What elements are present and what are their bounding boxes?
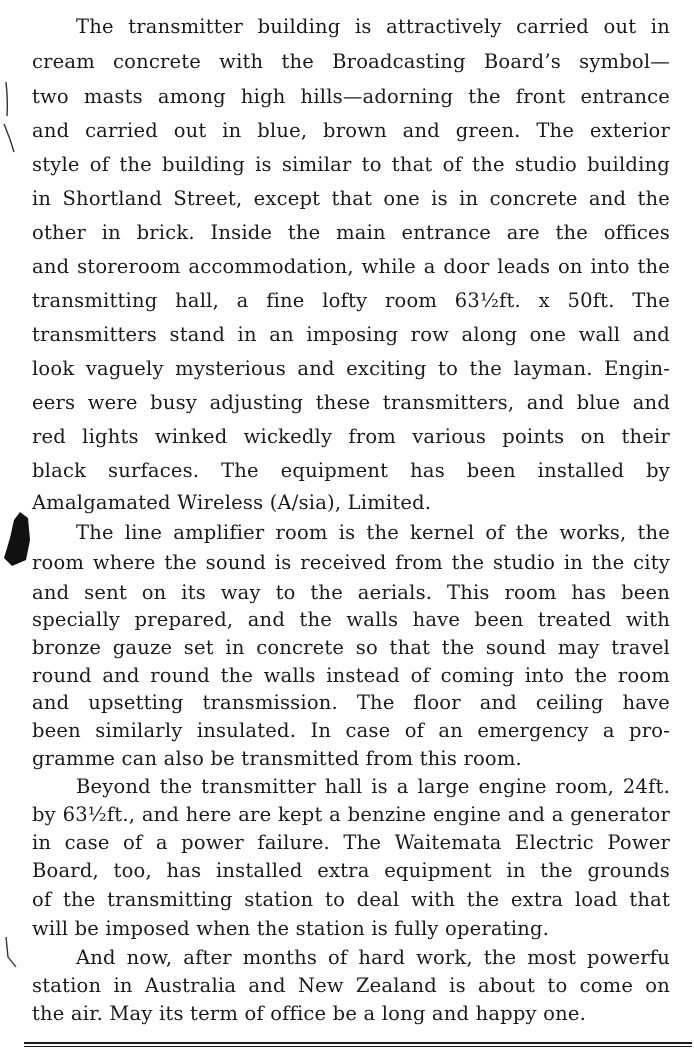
margin-mark	[0, 80, 24, 160]
ink-blot	[0, 508, 34, 568]
text-line: transmitting hall, a fine lofty room 63½ft. x 50ft. The	[32, 289, 670, 312]
text-line: eers were busy adjusting these transmitters, and blue and	[32, 391, 670, 414]
text-line: The line amplifier room is the kernel of the works, the	[76, 521, 670, 544]
text-line: and upsetting transmission. The floor and ceiling have	[32, 691, 670, 714]
text-line: gramme can also be transmitted from this room.	[32, 747, 522, 770]
text-line: cream concrete with the Broadcasting Board’s symbol—	[32, 50, 670, 73]
text-line: black surfaces. The equipment has been installed by	[32, 459, 670, 482]
text-line: style of the building is similar to that of the studio building	[32, 153, 670, 176]
bottom-rule	[24, 1042, 692, 1047]
text-line: transmitters stand in an imposing row along one wall and	[32, 323, 670, 346]
text-line: Board, too, has installed extra equipment in the grounds	[32, 859, 670, 882]
text-line: by 63½ft., and here are kept a benzine engine and a generator	[32, 803, 670, 826]
text-line: Amalgamated Wireless (A/sia), Limited.	[32, 491, 432, 514]
text-line: station in Australia and New Zealand is about to come on	[32, 974, 670, 997]
text-line: Beyond the transmitter hall is a large engine room, 24ft.	[76, 775, 670, 798]
margin-mark	[2, 935, 22, 971]
text-line: and carried out in blue, brown and green. The exterior	[32, 119, 670, 142]
text-line: red lights winked wickedly from various points on their	[32, 425, 670, 448]
text-line: room where the sound is received from the studio in the city	[32, 551, 670, 574]
text-line: been similarly insulated. In case of an emergency a pro-	[32, 719, 670, 742]
text-line: in Shortland Street, except that one is in concrete and the	[32, 187, 670, 210]
text-line: other in brick. Inside the main entrance are the offices	[32, 221, 670, 244]
text-line: two masts among high hills—adorning the front entrance	[32, 85, 670, 108]
text-line: and storeroom accommodation, while a door leads on into the	[32, 255, 670, 278]
text-line: The transmitter building is attractively carried out in	[76, 15, 670, 38]
text-line: of the transmitting station to deal with the extra load that	[32, 888, 670, 911]
text-line: and sent on its way to the aerials. This room has been	[32, 581, 670, 604]
text-line: in case of a power failure. The Waitemata Electric Power	[32, 831, 670, 854]
text-line: specially prepared, and the walls have been treated with	[32, 608, 670, 631]
text-line: will be imposed when the station is fully operating.	[32, 917, 550, 940]
text-line: round and round the walls instead of coming into the room	[32, 664, 670, 687]
text-line: look vaguely mysterious and exciting to the layman. Engin-	[32, 357, 670, 380]
text-line: And now, after months of hard work, the most powerfu	[76, 946, 670, 969]
text-line: bronze gauze set in concrete so that the sound may travel	[32, 636, 670, 659]
text-line: the air. May its term of office be a long and happy one.	[32, 1002, 587, 1025]
